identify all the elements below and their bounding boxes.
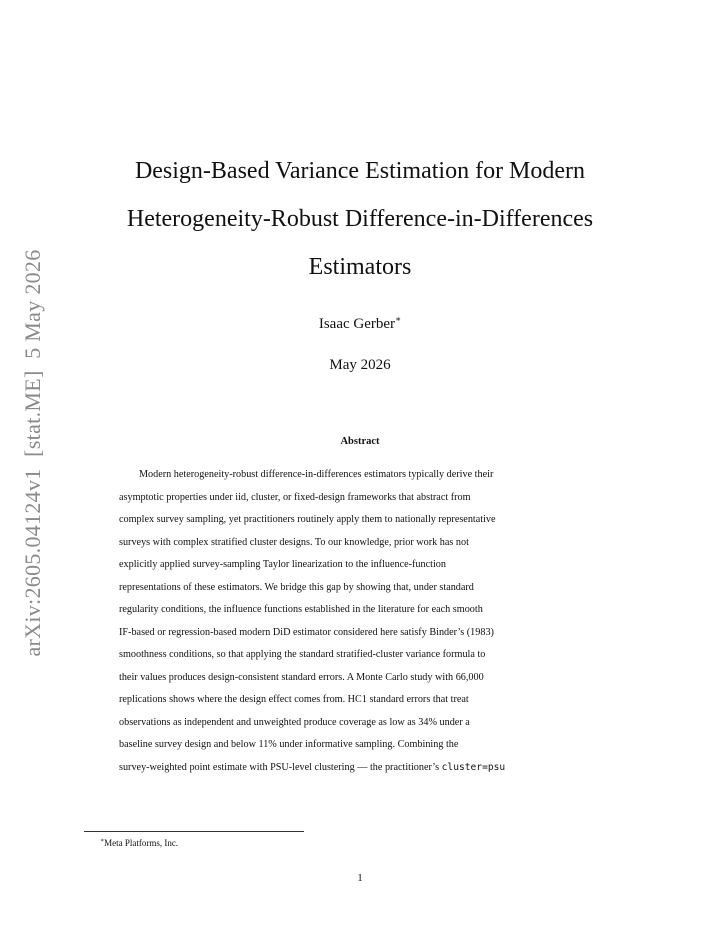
page-number: 1 (357, 872, 363, 884)
abstract-line: observations as independent and unweighted produce coverage as low as 34% under a (119, 716, 470, 728)
abstract-line: IF-based or regression-based modern DiD estimator considered here satisfy Binder’s (1983) (119, 626, 494, 638)
title-line-1: Design-Based Variance Estimation for Modern (134, 158, 586, 184)
arxiv-id: arXiv:2605.04124v1 (20, 468, 45, 657)
abstract-line: asymptotic properties under iid, cluster, or fixed-design frameworks that abstract from (119, 491, 471, 503)
paper-title (100, 147, 620, 291)
paper-date: May 2026 (329, 357, 391, 373)
abstract-line-last (119, 757, 603, 780)
footnote-rule (84, 831, 304, 832)
footnote-text: Meta Platforms, Inc. (104, 838, 179, 848)
author (100, 314, 620, 333)
author-name: Isaac Gerber (318, 316, 396, 332)
abstract-line: replications shows where the design effect comes from. HC1 standard errors that treat (119, 694, 469, 705)
author-footnote-mark: ∗ (395, 314, 402, 324)
abstract-line: smoothness conditions, so that applying the standard stratified-cluster variance formula to (119, 649, 486, 660)
abstract-line: regularity conditions, the influence functions established in the literature for each smooth (119, 604, 483, 615)
title-line-2: Heterogeneity-Robust Difference-in-Differences (126, 206, 594, 232)
code-cluster-psu: cluster=psu (441, 761, 506, 773)
abstract-line: explicitly applied survey-sampling Taylor linearization to the influence-function (119, 559, 446, 570)
abstract-line: baseline survey design and below 11% under informative sampling. Combining the (119, 739, 459, 750)
abstract-line: surveys with complex stratified cluster designs. To our knowledge, prior work has not (119, 536, 469, 548)
abstract-line: complex survey sampling, yet practitioners routinely apply them to nationally representative (119, 514, 496, 525)
arxiv-date: 5 May 2026 (20, 249, 45, 359)
abstract-line: representations of these estimators. We bridge this gap by showing that, under standard (119, 581, 474, 593)
footnote-mark: ∗ (100, 838, 105, 844)
arxiv-stamp-text (20, 249, 46, 656)
footnote (100, 837, 178, 848)
abstract-line: their values produces design-consistent standard errors. A Monte Carlo study with 66,000 (119, 671, 484, 683)
title-line-3: Estimators (308, 254, 412, 280)
abstract-body (119, 464, 603, 779)
arxiv-category: [stat.ME] (20, 370, 45, 457)
arxiv-sidebar-stamp (14, 249, 52, 657)
abstract-last-text: survey-weighted point estimate with PSU-level clustering — the practitioner’s (119, 761, 442, 773)
abstract-line: Modern heterogeneity-robust difference-in-differences estimators typically derive their (139, 469, 494, 480)
abstract-heading: Abstract (340, 436, 380, 447)
